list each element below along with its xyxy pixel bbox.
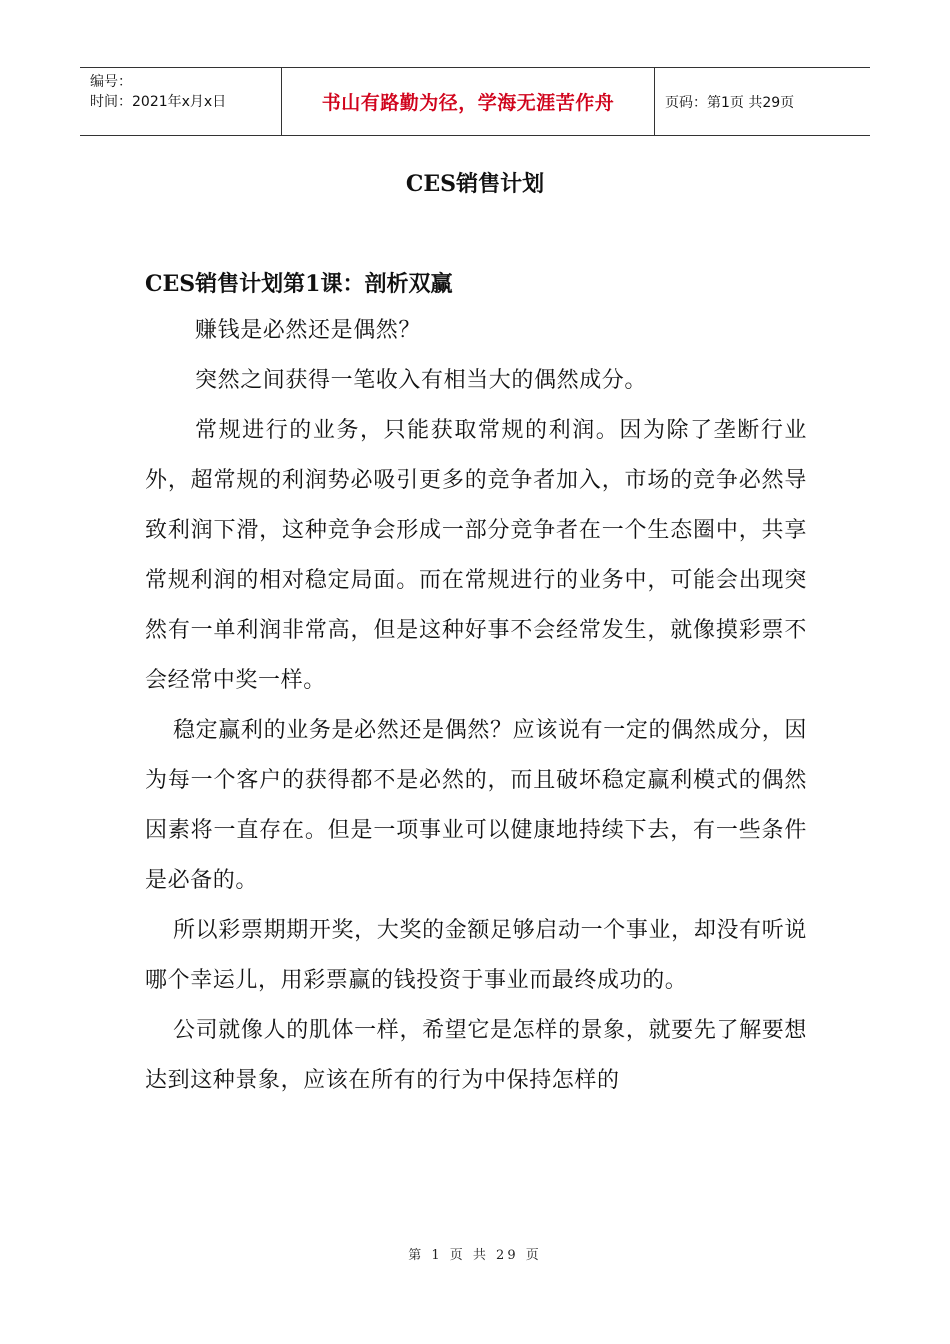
document-title: CES销售计划 <box>405 171 545 197</box>
paragraph: 赚钱是必然还是偶然？ <box>195 318 422 343</box>
header-motto-cell <box>282 68 655 135</box>
document-body <box>145 264 807 1106</box>
number-label: 编号： <box>90 74 132 90</box>
time-label: 时间：2021年x月x日 <box>90 94 227 110</box>
paragraph: 常规进行的业务，只能获取常规的利润。因为除了垄断行业外，超常规的利润势必吸引更多的竞争者加入，市场的竞争必然导致利润下滑，这种竞争会形成一部分竞争者在一个生态圈中，共享常规利润的相对稳定局面。而在常规进行的业务中，可能会出现突然有一单利润非常高，但是这种好事不会经常发生，就像摸彩票不会经常中奖一样。 <box>145 418 807 693</box>
header-meta-cell <box>80 68 282 135</box>
paragraph: 突然之间获得一笔收入有相当大的偶然成分。 <box>195 368 648 393</box>
page-footer: 第 1 页 共 29 页 <box>408 1248 542 1263</box>
paragraph: 稳定赢利的业务是必然还是偶然？应该说有一定的偶然成分，因为每一个客户的获得都不是必然的，而且破坏稳定赢利模式的偶然因素将一直存在。但是一项事业可以健康地持续下去，有一些条件是必备的。 <box>145 718 807 893</box>
lesson-title: CES销售计划第1课：剖析双赢 <box>145 271 453 297</box>
header-page-cell <box>655 68 870 135</box>
paragraph: 公司就像人的肌体一样，希望它是怎样的景象，就要先了解要想达到这种景象，应该在所有的行为中保持怎样的 <box>145 1018 807 1093</box>
motto-text: 书山有路勤为径，学海无涯苦作舟 <box>321 92 615 114</box>
paragraph: 所以彩票期期开奖，大奖的金额足够启动一个事业，却没有听说哪个幸运儿，用彩票赢的钱投资于事业而最终成功的。 <box>145 918 807 993</box>
document-header-table <box>80 67 870 136</box>
page-info: 页码：第1页 共29页 <box>665 94 795 111</box>
